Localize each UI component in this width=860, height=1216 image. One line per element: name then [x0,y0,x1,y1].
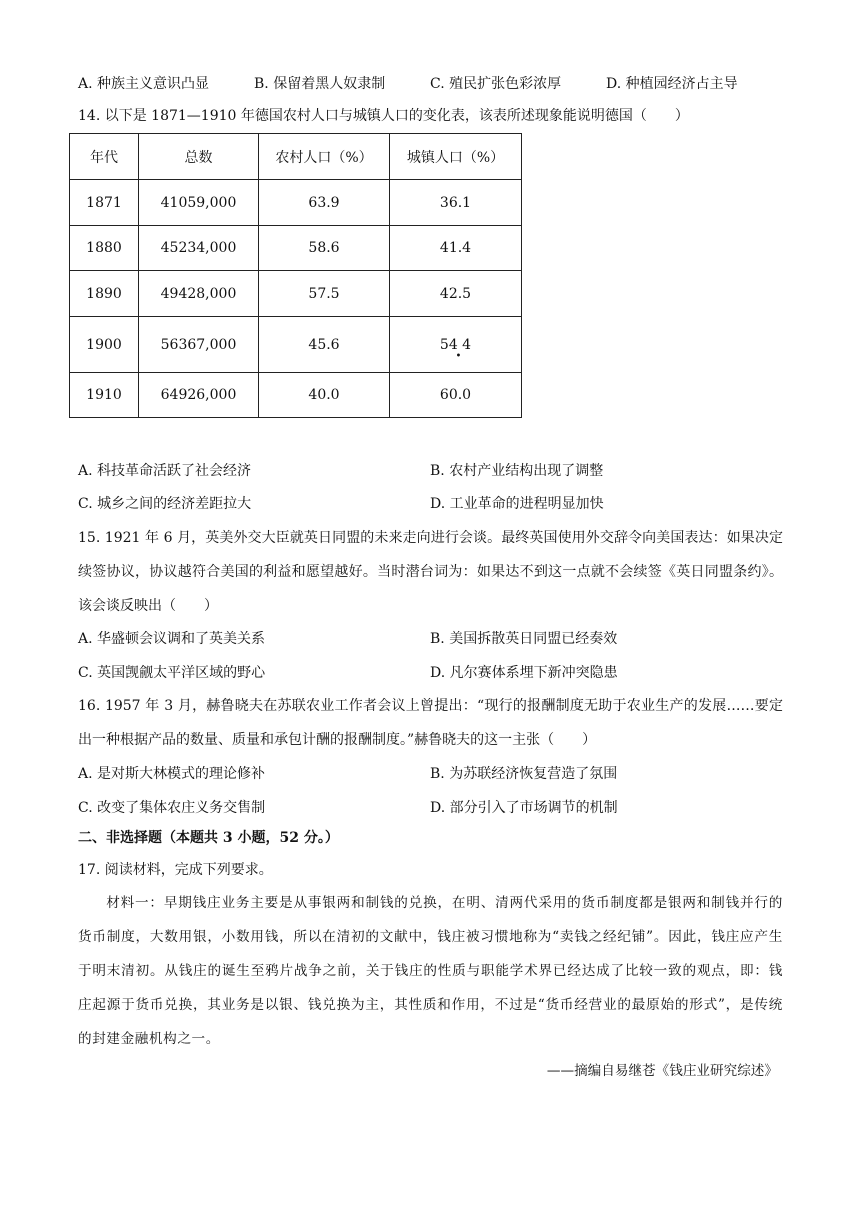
q17-stem: 17. 阅读材料，完成下列要求。 [78,862,273,878]
table-cell: 1880 [70,226,139,271]
table-header-cell: 农村人口（%） [259,134,390,180]
q13-option-d[interactable]: D. 种植园经济占主导 [606,76,738,92]
table-row [70,317,522,373]
q13-option-b[interactable]: B. 保留着黑人奴隶制 [254,76,386,92]
table-cell-emphasis [390,317,522,373]
emphasis-text [439,336,472,362]
table-cell: 45234,000 [139,226,259,271]
q15-option-c[interactable]: C. 英国觊觎太平洋区域的野心 [78,665,266,681]
table-row [70,226,522,271]
q14-option-c[interactable]: C. 城乡之间的经济差距拉大 [78,496,252,512]
table-cell: 49428,000 [139,271,259,317]
population-table [69,133,522,418]
table-row [70,271,522,317]
q14-option-b[interactable]: B. 农村产业结构出现了调整 [430,463,604,479]
table-row [70,180,522,226]
q16-option-d[interactable]: D. 部分引入了市场调节的机制 [430,800,618,816]
q17-material-text: 材料一：早期钱庄业务主要是从事银两和制钱的兑换，在明、清两代采用的货币制度都是银两和制钱并行的货币制度，大数用银，小数用钱，所以在清初的文献中，钱庄被习惯地称为“卖钱之经纪铺”。因此，钱庄应产生于明末清初。从钱庄的诞生至鸦片战争之前，关于钱庄的性质与职能学术界已经达成了比较一致的观点，即：钱庄起源于货币兑换，其业务是以银、钱兑换为主，其性质和作用，不过是“货币经营业的最原始的形式”，是传统的封建金融机构之一。 [78,895,783,1047]
table-cell: 1890 [70,271,139,317]
table-header-cell: 总数 [139,134,259,180]
table-cell: 40.0 [259,373,390,418]
table-cell: 63.9 [259,180,390,226]
table-cell: 36.1 [390,180,522,226]
emphasis-dot: • [455,350,462,362]
q13-option-c[interactable]: C. 殖民扩张色彩浓厚 [430,76,562,92]
table-cell: 1900 [70,317,139,373]
q14-option-a[interactable]: A. 科技革命活跃了社会经济 [78,463,252,479]
q15-option-a[interactable]: A. 华盛顿会议调和了英美关系 [78,631,266,647]
q15-option-d[interactable]: D. 凡尔赛体系埋下新冲突隐患 [430,665,618,681]
q13-option-a[interactable]: A. 种族主义意识凸显 [78,76,210,92]
table-cell: 41059,000 [139,180,259,226]
table-cell: 41.4 [390,226,522,271]
table-cell: 42.5 [390,271,522,317]
table-cell: 45.6 [259,317,390,373]
table-cell: 1871 [70,180,139,226]
table-header-cell: 年代 [70,134,139,180]
q13-options [78,74,778,94]
table-cell: 64926,000 [139,373,259,418]
table-row [70,373,522,418]
table-header-cell: 城镇人口（%） [390,134,522,180]
table-cell: 56367,000 [139,317,259,373]
table-header-row [70,134,522,180]
q17-source: ——摘编自易继苍《钱庄业研究综述》 [546,1063,778,1079]
q17-material [78,886,783,1056]
table-cell: 60.0 [390,373,522,418]
section-title: 二、非选择题（本题共 3 小题，52 分。） [78,830,339,846]
q15-stem: 15. 1921 年 6 月，英美外交大臣就英日同盟的未来走向进行会谈。最终英国使用外交辞令向美国表达：如果决定续签协议，协议越符合美国的利益和愿望越好。当时潜台词为：如果达不到这一点就不会续签《英日同盟条约》。该会谈反映出（ ） [78,530,783,614]
q14-option-d[interactable]: D. 工业革命的进程明显加快 [430,496,604,512]
q16-option-c[interactable]: C. 改变了集体农庄义务交售制 [78,800,266,816]
table-cell: 1910 [70,373,139,418]
table-cell: 57.5 [259,271,390,317]
q16-option-a[interactable]: A. 是对斯大林模式的理论修补 [78,766,266,782]
q15-option-b[interactable]: B. 美国拆散英日同盟已经奏效 [430,631,618,647]
q16-option-b[interactable]: B. 为苏联经济恢复营造了氛围 [430,766,618,782]
q16-stem: 16. 1957 年 3 月，赫鲁晓夫在苏联农业工作者会议上曾提出：“现行的报酬制度无助于农业生产的发展……要定出一种根据产品的数量、质量和承包计酬的报酬制度。”赫鲁晓夫的这一主张（ ） [78,698,783,748]
table-cell: 58.6 [259,226,390,271]
table-cell-text: 54 4 [439,336,472,353]
q14-stem: 14. 以下是 1871—1910 年德国农村人口与城镇人口的变化表，该表所述现象能说明德国（ ） [78,108,689,124]
